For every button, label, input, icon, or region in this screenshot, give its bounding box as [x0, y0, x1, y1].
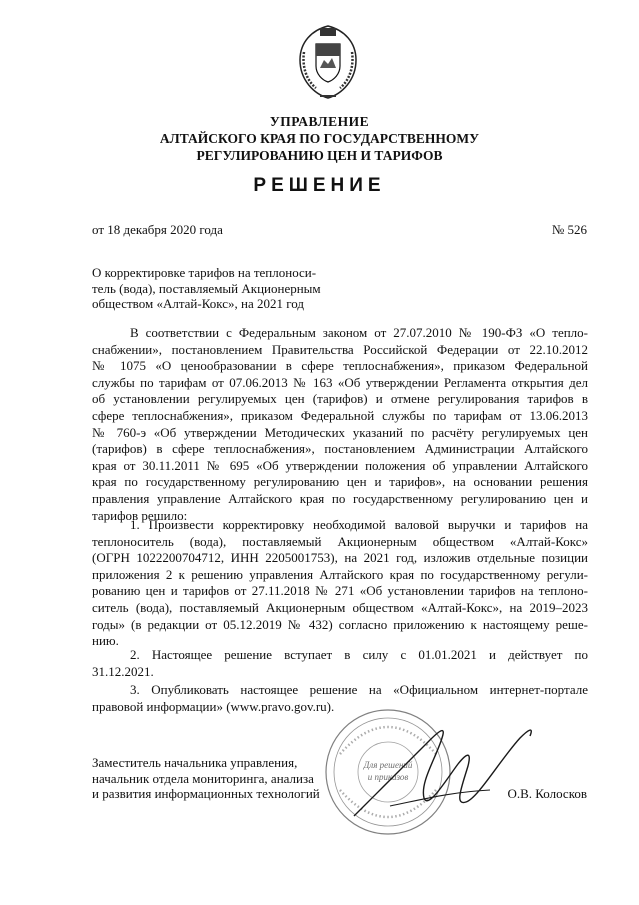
subject-line: О корректировке тарифов на теплоноси- [92, 265, 317, 280]
item-line: (ОГРН 1022200704712, ИНН 2205001753), на 2021 год, изложив отдельные позиции [92, 550, 588, 566]
preamble-paragraph [92, 325, 588, 524]
subject-line: обществом «Алтай-Кокс», на 2021 год [92, 296, 304, 311]
handwritten-signature [350, 720, 540, 830]
item-line: годы» (в редакции от 05.12.2019 № 432) согласно приложению к настоящему реше- [92, 616, 588, 632]
signatory-name: О.В. Колосков [507, 786, 587, 801]
preamble-line: службы по тарифам от 07.06.2013 № 163 «Об утверждении Регламента открытия дел [92, 374, 588, 390]
item-line: теплоноситель (вода), поставляемый Акционерным обществом «Алтай-Кокс» [92, 533, 588, 549]
altai-coat-of-arms-icon [292, 22, 364, 102]
preamble-line: № 1075 «О ценообразовании в сфере теплоснабжения», приказом Федеральной [92, 358, 588, 374]
preamble-line: В соответствии с Федеральным законом от 27.07.2010 № 190-ФЗ «О тепло- [130, 325, 588, 340]
issuer-title-line-1: УПРАВЛЕНИЕ [269, 114, 370, 129]
preamble-line: края по государственному регулированию цен и тарифов», на основании решения [92, 474, 588, 490]
preamble-line: (тарифов) в сфере теплоснабжения», постановлением Администрации Алтайского [92, 441, 588, 457]
item-line: 1. Произвести корректировку необходимой валовой выручки и тарифов на [130, 517, 588, 532]
document-number: № 526 [551, 222, 587, 237]
item-line: 3. Опубликовать настоящее решение на «Официальном интернет-портале [130, 682, 588, 697]
decision-item-1 [92, 517, 588, 650]
signatory-position [92, 755, 320, 802]
item-line: 2. Настоящее решение вступает в силу с 01.01.2021 и действует по [130, 647, 588, 662]
preamble-line: сфере теплоснабжения», приказом Федеральной службы по тарифам от 13.06.2013 [92, 407, 588, 423]
svg-text:Для решений: Для решений [363, 760, 413, 770]
issuer-title-line-3: РЕГУЛИРОВАНИЮ ЦЕН И ТАРИФОВ [196, 148, 443, 163]
item-line: приложения 2 к решению управления Алтайского края по государственному регули- [92, 566, 588, 582]
signatory-line: начальник отдела мониторинга, анализа [92, 770, 314, 786]
item-line: рованию цен и тарифов от 27.11.2018 № 271 «Об установлении тарифов на теплоно- [92, 583, 588, 599]
item-line: ситель (вода), поставляемый Акционерным обществом «Алтай-Кокс», на 2019–2023 [92, 599, 588, 615]
document-type-title: РЕШЕНИЕ [253, 175, 386, 196]
preamble-line: снабжении», постановлением Правительства Российской Федерации от 22.10.2012 [92, 341, 588, 357]
issuer-title-line-2: АЛТАЙСКОГО КРАЯ ПО ГОСУДАРСТВЕННОМУ [159, 131, 480, 146]
item-line: правовой информации» (www.pravo.gov.ru). [92, 698, 335, 714]
signatory-line: Заместитель начальника управления, [92, 755, 298, 770]
signatory-line: и развития информационных технологий [92, 786, 320, 801]
document-subject [92, 265, 362, 312]
item-line: 31.12.2021. [92, 663, 154, 679]
decision-item-2 [92, 647, 588, 680]
preamble-line: тарифов решило: [92, 507, 188, 523]
document-date: от 18 декабря 2020 года [92, 222, 223, 237]
preamble-line: № 760-э «Об утверждении Методических указаний по расчёту регулируемых цен [92, 424, 588, 440]
preamble-line: об установлении регулируемых цен (тарифов) и отмене регулирования тарифов в [92, 391, 588, 407]
preamble-line: правления управление Алтайского края по государственному регулированию цен и [92, 490, 588, 506]
svg-text:и приказов: и приказов [367, 772, 409, 782]
item-line: нию. [92, 633, 119, 649]
subject-line: тель (вода), поставляемый Акционерным [92, 280, 321, 296]
preamble-line: края от 30.11.2011 № 695 «Об утверждении положения об управлении Алтайского [92, 457, 588, 473]
